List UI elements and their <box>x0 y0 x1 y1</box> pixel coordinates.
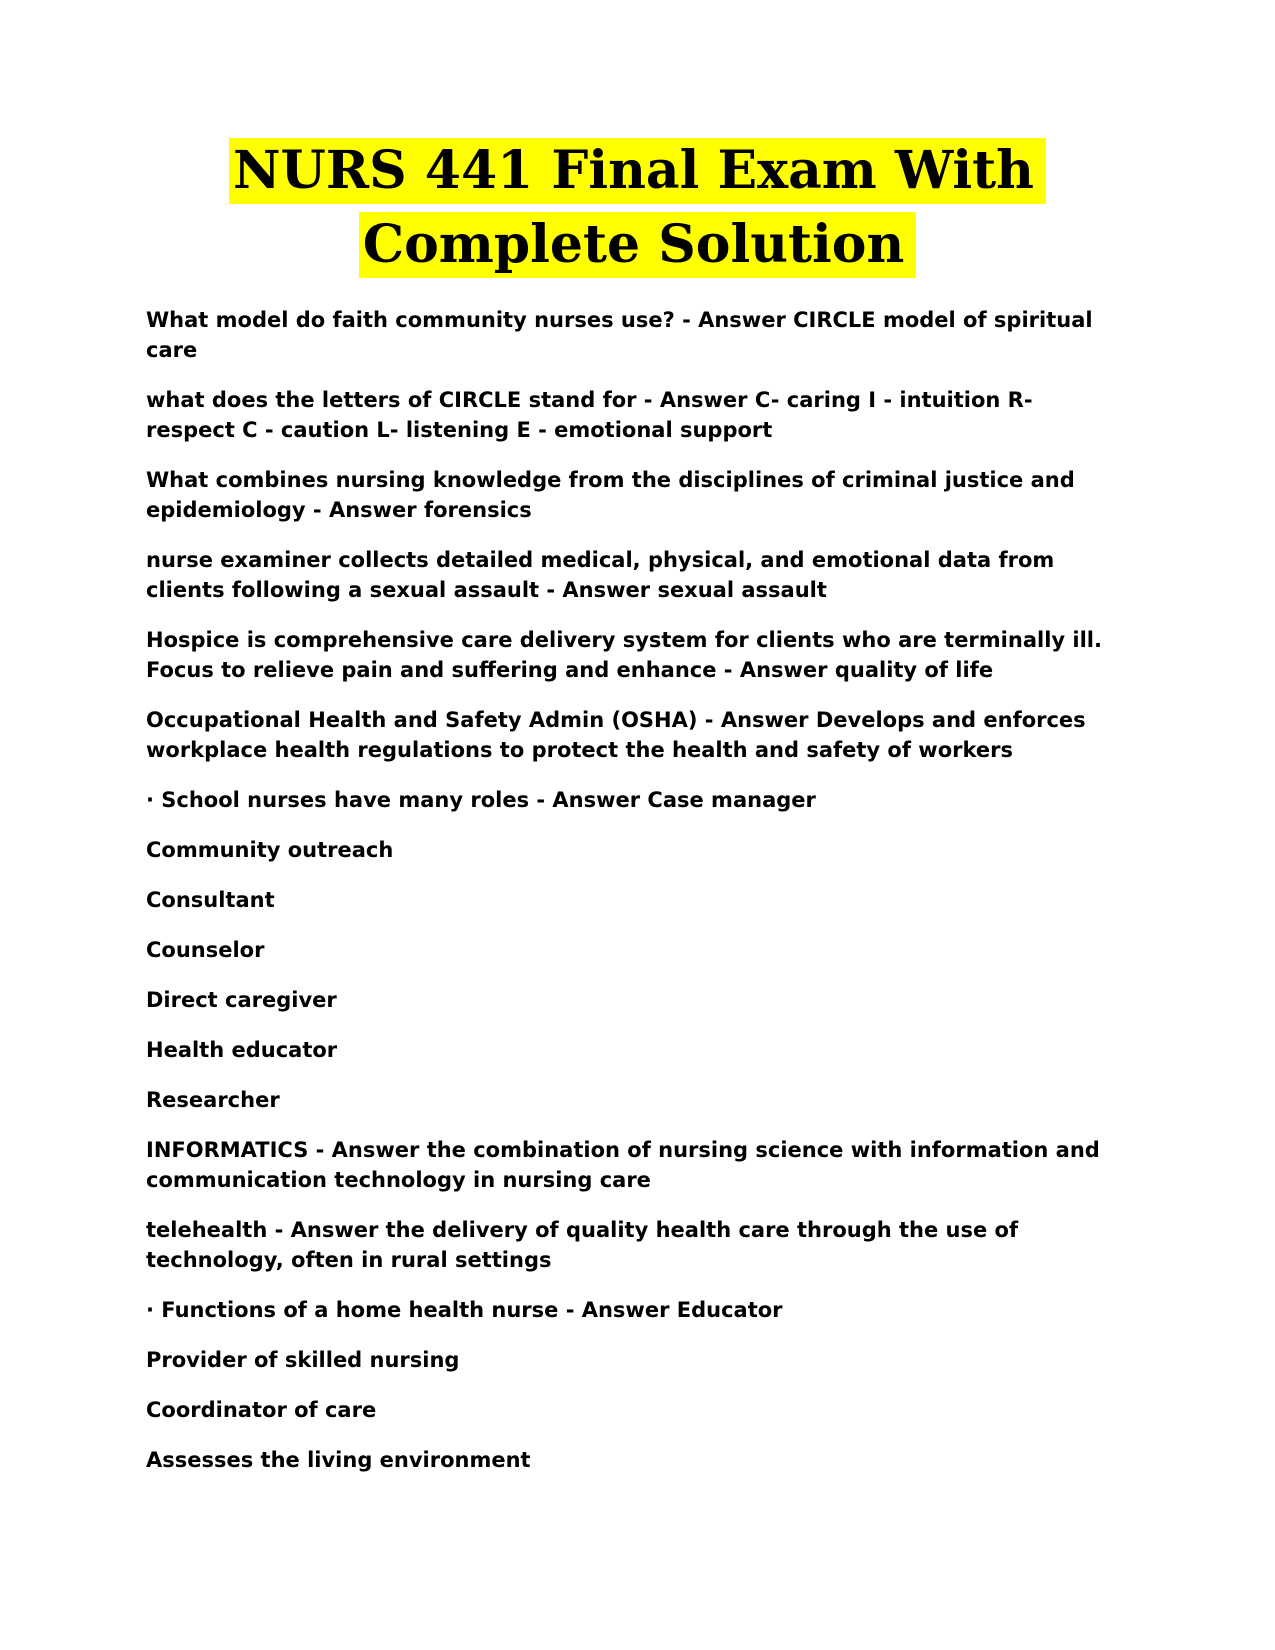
paragraph: nurse examiner collects detailed medical, physical, and emotional data from clients following a sexual assault - Answer sexual assault <box>146 548 1055 602</box>
document-title <box>0 138 1275 286</box>
paragraph: Provider of skilled nursing <box>146 1348 460 1372</box>
paragraph: Community outreach <box>146 838 394 862</box>
paragraph: Assesses the living environment <box>146 1448 531 1472</box>
paragraph: What combines nursing knowledge from the disciplines of criminal justice and epidemiology - Answer forensics <box>146 468 1075 522</box>
paragraph: Direct caregiver <box>146 988 337 1012</box>
paragraph: · School nurses have many roles - Answer Case manager <box>146 788 816 812</box>
paragraph: Counselor <box>146 938 265 962</box>
paragraph: Researcher <box>146 1088 280 1112</box>
title-line-2: Complete Solution <box>359 212 917 278</box>
paragraph: What model do faith community nurses use? - Answer CIRCLE model of spiritual care <box>146 308 1093 362</box>
paragraph: what does the letters of CIRCLE stand for - Answer C- caring I - intuition R- respect C - caution L- listening E - emotional support <box>146 388 1033 442</box>
paragraph: Coordinator of care <box>146 1398 377 1422</box>
paragraph: Consultant <box>146 888 275 912</box>
paragraph: INFORMATICS - Answer the combination of nursing science with information and communication technology in nursing care <box>146 1138 1100 1192</box>
paragraph: Hospice is comprehensive care delivery system for clients who are terminally ill. Focus to relieve pain and suffering and enhance - Answer quality of life <box>146 628 1102 682</box>
paragraph: Health educator <box>146 1038 338 1062</box>
document-body <box>146 305 1106 1495</box>
paragraph: Occupational Health and Safety Admin (OSHA) - Answer Develops and enforces workplace health regulations to protect the health and safety of workers <box>146 708 1086 762</box>
paragraph: telehealth - Answer the delivery of quality health care through the use of technology, often in rural settings <box>146 1218 1019 1272</box>
title-line-1: NURS 441 Final Exam With <box>229 138 1046 204</box>
paragraph: · Functions of a home health nurse - Answer Educator <box>146 1298 783 1322</box>
